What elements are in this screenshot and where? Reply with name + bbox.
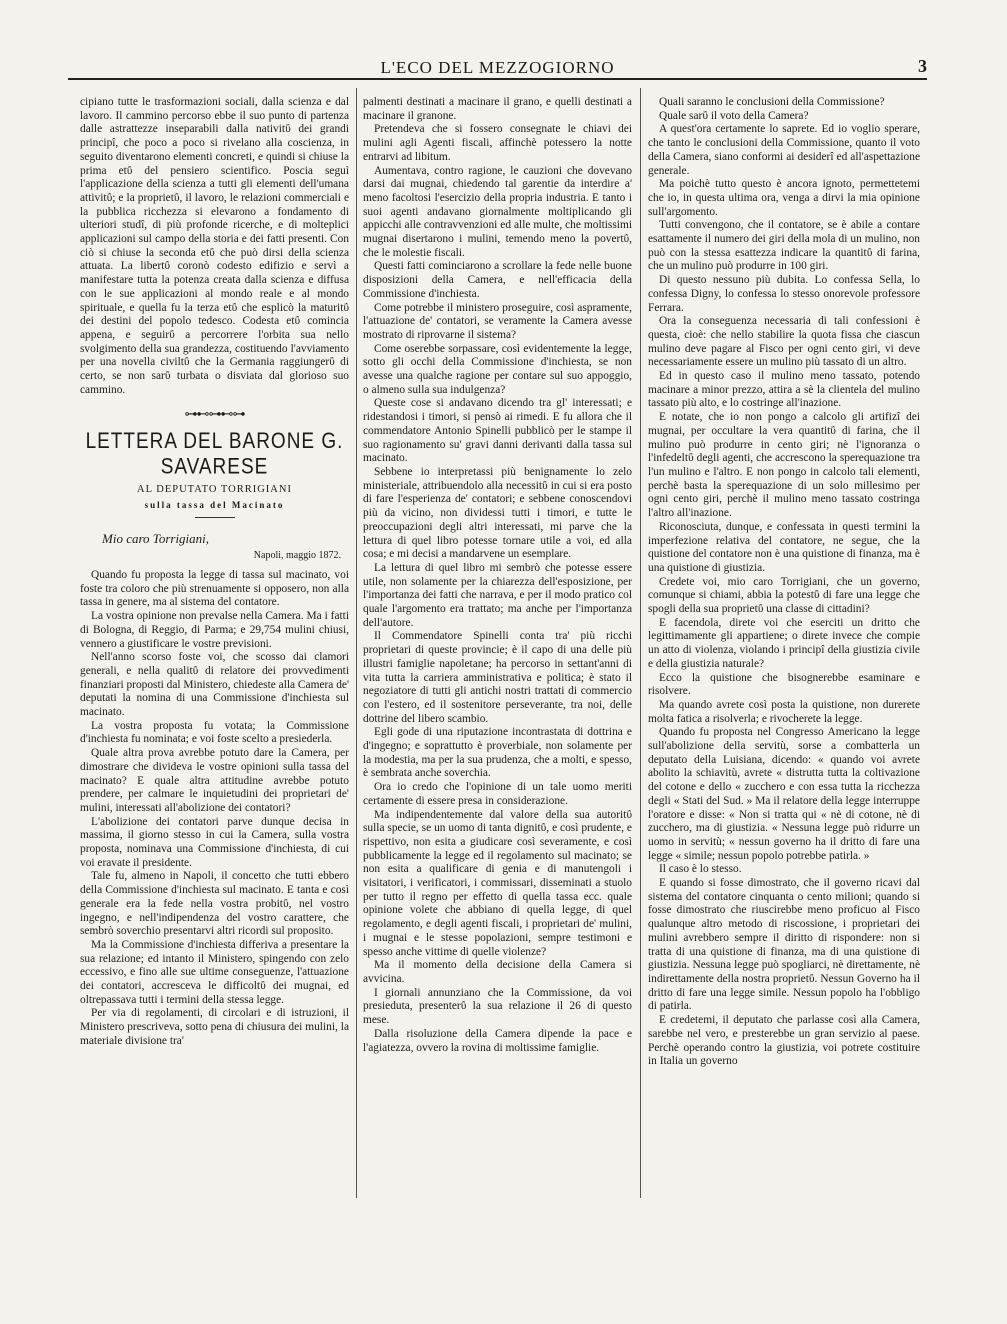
letter-paragraph: Aumentava, contro ragione, le cauzioni che dovevano darsi dai mugnai, chiedendo tal garentie da interdire a' meno facoltosi l'esercizio della propria industria. E tanto i suoi agenti andavano giornalmente moltiplicando gli appicchi alle contravvenzioni ed alle multe, che moltissimi mugnai disertarono i mulini, temendo meno la povertΰ, che le molestie fiscali.: [363, 164, 632, 259]
short-rule: [195, 517, 235, 518]
letter-paragraph: Dalla risoluzione della Camera dipende la pace e l'agiatezza, ovvero la rovina di moltissime famiglie.: [363, 1027, 632, 1054]
letter-paragraph: Riconosciuta, dunque, e confessata in questi termini la imperfezione relativa del contatore, ne segue, che la quistione del contatore non è una quistione di finanza, ma è una quistione di giustizia.: [648, 520, 920, 574]
letter-paragraph: E notate, che io non pongo a calcolo gli artifizî dei mugnai, per occultare la vera quantitΰ di farina, che il mulino può produrre in cento giri; nè l'ignoranza o l'infedeltΰ degli agenti, che accrescono la sperequazione tra l'un mulino e l'altro. E non pongo in calcolo tali elementi, perchè basta la sperequazione di un solo millesimo per ogni cento giri, perchè il mulino meno tassato costringa l'altro all'inazione.: [648, 411, 920, 520]
letter-paragraph: Quando fu proposta la legge di tassa sul macinato, voi foste tra coloro che più strenuamente si opposero, non alla tassa in genere, ma al sistema del contatore.: [80, 568, 349, 609]
letter-paragraph: I giornali annunziano che la Commissione, da voi presieduta, presenterΰ la sua relazione il 26 di questo mese.: [363, 986, 632, 1027]
letter-paragraph: Egli gode di una riputazione incontrastata di dottrina e d'ingegno; e soprattutto è proverbiale, non solamente per la modestia, ma per la sua prudenza, che a molti, e spesso, è sembrata anche soverchia.: [363, 726, 632, 780]
letter-paragraph: Queste cose si andavano dicendo tra gl' interessati; e ridestandosi i timori, si pensò ai rimedi. E fu allora che il commendatore Antonio Spinelli pubblicò per le stampe il suo ragionamento su' gravi danni derivanti dalla tassa sul macinato.: [363, 397, 632, 465]
letter-paragraph: Quali saranno le conclusioni della Commissione?: [659, 96, 885, 108]
letter-paragraph: Ma poichè tutto questo è ancora ignoto, permettetemi che io, in questa ultima ora, venga a dirvi la mia opinione sull'argomento.: [648, 178, 920, 218]
letter-salutation: Mio caro Torrigiani,: [102, 530, 210, 546]
letter-paragraph: Tutti convengono, che il contatore, se è abile a contare esattamente il numero dei giri della mola di un mulino, non può con la stessa esattezza indicare la quantitΰ di farina, che un mulino può produrre in 100 giri.: [648, 219, 920, 273]
letter-paragraph: Quale altra prova avrebbe potuto dare la Camera, per dimostrare che divideva le vostre opinioni sulla tassa del macinato? E quale altra attitudine avrebbe potuto prendere, per calmare le inquietudini dei proprietari de' mulini, interessati all'abolizione dei contatori?: [80, 747, 349, 814]
article-paragraph: cipiano tutte le trasformazioni sociali, dalla scienza e dal lavoro. Il cammino percorso ebbe il suo punto di partenza dalle astrattezze inseparabili dalla nativitΰ dei grandi principî, che poco a poco si rivelano alla coscienza, in seguito diventarono elementi concreti, e quindi si chiuse la prima etΰ del pensiero scientifico. Poscia seguì l'applicazione della scienza a tutti gli elementi dell'umana attivitΰ; e la proprietΰ, il lavoro, le relazioni commerciali e la pubblica ricchezza si elevarono a fondamento di ulteriori studî, di più profonde ricerche, e di molteplici applicazioni sul campo della storia e dei fatti presenti. Con ciò si chiuse la seconda etΰ che può dirsi della scienza attuata. La libertΰ coronò codesto edifizio e servì a manifestare tutta la potenza creata dalla scienza e diffusa con le sue applicazioni al mondo reale e al mondo spirituale, e quella fu la terza etΰ che esplicò la maturitΰ dei destini del popolo tedesco. Codesta etΰ comincia appena, e seguirΰ a percorrere l'orbita sua nello svolgimento della sua grandezza, costituendo l'avviamento per una novella civiltΰ che la Germania raggiungerΰ di certo, se non sarΰ turbata o disviata dal glorioso suo cammino.: [80, 96, 349, 396]
letter-paragraph: Nell'anno scorso foste voi, che scosso dai clamori generali, e nella qualitΰ di relatore dei provvedimenti finanziari proposti dal Ministero, chiedeste alla Camera de' deputati la nomina di una Commissione d'inchiesta sul macinato.: [80, 651, 350, 719]
letter-paragraph: Quando fu proposta nel Congresso Americano la legge sull'abolizione della servitù, sorse a combatterla un deputato della Luisiana, dicendo: « quando voi avrete abolito la schiavitù, avrete « distrutta tutta la coltivazione del cotone e dello « zucchero e con essa tutta la ricchezza degli « Stati del Sud. » Ma il relatore della legge interruppe l'oratore e disse: « Non si tratta qui « nè di cotone, nè di zucchero, ma di giustizia. « Nessuna legge può ridurre un uomo in servitù; « nessun governo ha il dritto di fare una legge « simile; nessun popolo potrebbe patirla. »: [648, 726, 920, 862]
column-3: [648, 96, 920, 1069]
ornament-divider: ⊶⊷⊶⊷⊶: [184, 406, 245, 422]
letter-paragraph: E facendola, direte voi che eserciti un dritto che legittimamente gli appartiene; o direte invece che compie un atto di violenza, violando i principî della giustizia civile e della giustizia naturale?: [648, 616, 920, 670]
page-header: [68, 56, 927, 80]
letter-paragraph: Ecco la quistione che bisognerebbe esaminare e risolvere.: [648, 671, 920, 698]
letter-paragraph: E quando si fosse dimostrato, che il governo ricavi dal sistema del contatore cinquanta o cento milioni; quando si fosse dimostrato che riuscirebbe meno proficuo al Fisco qualunque altro metodo di riscossione, i proprietari dei mulini avrebbero sempre il diritto di rispondere: non si tratta di una quistione di finanza, ma di una quistione di giustizia. Nessuna legge può spogliarci, nè direttamente, nè indirettamente della nostra proprietΰ. Nessun Governo ha il dritto di fare una legge simile. Nessun popolo ha l'obbligo di patirla.: [648, 877, 920, 1013]
letter-paragraph: Tale fu, almeno in Napoli, il concetto che tutti ebbero della Commissione d'inchiesta sul macinato. E tanta e così generale era la fede nella vostra probitΰ, nel vostro ingegno, e nell'indipendenza del vostro carattere, che sembrò soverchio presentarvi altri ricordi sul proposito.: [80, 870, 349, 938]
letter-subtitle: AL DEPUTATO TORRIGIANI: [137, 484, 292, 496]
letter-paragraph: E credetemi, il deputato che parlasse così alla Camera, sarebbe nel vero, e presterebbe un gran servizio al paese. Perchè operando contro la giustizia, voi potrete costituire in Italia un governo: [648, 1014, 920, 1068]
journal-title: L'ECO DEL MEZZOGIORNO: [380, 58, 615, 77]
letter-paragraph: Ora io credo che l'opinione di un tale uomo meriti certamente di essere presa in considerazione.: [363, 781, 632, 807]
column-divider: [356, 88, 357, 1198]
letter-paragraph: Ma indipendentemente dal valore della sua autoritΰ sulla specie, se un uomo di tanta dignitΰ, e così prudente, e rispettivo, non esita a giudicare così severamente, e così pubblicamente la legge ed il regolamento sul macinato; se non esita a qualificare di genia e di manutengoli i visitatori, i verificatori, i commissari, disseminati a stuolo per tutto il regno per effetto di quella tassa ecc. quale opinione volete che abbiano di quella legge, di quel regolamento, e degli agenti fiscali, i proprietari de' mulini, i mugnai e le stesse popolazioni, sempre testimoni e spesso anche vittime di quelle violenze?: [363, 808, 632, 958]
letter-paragraph: Ma quando avrete così posta la quistione, non durerete molta fatica a risolverla; e rivocherete la legge.: [648, 698, 920, 725]
letter-title: LETTERA DEL BARONE G. SAVARESE: [85, 429, 344, 480]
letter-paragraph: La lettura di quel libro mi sembrò che potesse essere utile, non solamente per la chiarezza dell'esposizione, per l'importanza dei fatti che narrava, e per il modo pratico col quale l'argomento era trattato; ma anche per l'importanza dell'autore.: [363, 561, 632, 629]
letter-paragraph: Ma la Commissione d'inchiesta differiva a presentare la sua relazione; ed intanto il Ministero, spingendo con zelo eccessivo, e fino alle sue ultime conseguenze, l'attuazione dei contatori, accresceva le difficoltΰ dei mugnai, ed oltrepassava tutti i termini della stessa legge.: [80, 938, 349, 1006]
letter-paragraph: Come potrebbe il ministero proseguire, così aspramente, l'attuazione de' contatori, se veramente la Camera avesse mostrato di riprovarne il sistema?: [363, 301, 632, 341]
letter-paragraph: Ed in questo caso il mulino meno tassato, potendo macinare a minor prezzo, attira a sè la clientela del mulino tassato più alto, e lo costringe all'inazione.: [648, 370, 920, 410]
letter-body-col1: [80, 569, 349, 1049]
letter-paragraph: Di questo nessuno più dubita. Lo confessa Sella, lo confessa Digny, lo confessa lo stesso onorevole professore Ferrara.: [648, 274, 920, 314]
column-2: [363, 96, 632, 1055]
letter-paragraph: Ora la conseguenza necessaria di tali confessioni è questa, cioè: che nello stabilire la quota fissa che ciascun mulino deve pagare al Fisco per ogni cento giri, vi deve necessariamente essere un mulino più tassato di un altro.: [648, 315, 920, 369]
page-number: 3: [918, 56, 927, 76]
letter-paragraph: Credete voi, mio caro Torrigiani, che un governo, comunque si chiami, abbia la potestΰ di fare una legge che spogli della sua proprietΰ una classe di cittadini?: [648, 575, 920, 616]
letter-paragraph: Quale sarΰ il voto della Camera?: [659, 109, 809, 122]
letter-paragraph: Ma il momento della decisione della Camera si avvicina.: [363, 959, 632, 985]
letter-paragraph: La vostra proposta fu votata; la Commissione d'inchiesta fu nominata; e voi foste scelto a presiederla.: [80, 719, 349, 746]
letter-paragraph: Il Commendatore Spinelli conta tra' più ricchi proprietari di queste provincie; è il capo di una delle più illustri famiglie napoletane; ha percorso in settant'anni di vita tutta la carriera amministrativa e politica; è stato il negoziatore di tutti gli antichi nostri trattati di commercio con l'estero, ed il sostenitore perseverante, tra noi, delle dottrine del libero scambio.: [363, 630, 632, 725]
letter-paragraph: Come oserebbe sorpassare, così evidentemente la legge, sotto gli occhi della Commissione d'inchiesta, se non avesse una qualche ragione per contare sul suo appoggio, o almeno sulla sua indulgenza?: [363, 342, 632, 396]
column-1: [80, 96, 349, 1049]
letter-paragraph: Pretendeva che si fossero consegnate le chiavi dei mulini agli Agenti fiscali, affinchè potessero la notte entrarvi ad libitum.: [363, 123, 632, 163]
letter-paragraph: A quest'ora certamente lo saprete. Ed io voglio sperare, che tanto le conclusioni della Commissione, quanto il voto della Camera, siano conformi ai desiderî ed all'aspettazione generale.: [648, 123, 920, 177]
letter-paragraph: La vostra opinione non prevalse nella Camera. Ma i fatti di Bologna, di Reggio, di Parma; e 29,754 mulini chiusi, vennero a giustificare le vostre previsioni.: [80, 610, 349, 650]
letter-paragraph: L'abolizione dei contatori parve dunque decisa in massima, il giorno stesso in cui la Camera, sulla vostra proposta, nominava una Commissione d'inchiesta, di cui voi eravate il presidente.: [80, 815, 349, 869]
column-divider: [640, 88, 641, 1198]
letter-paragraph: Questi fatti cominciarono a scrollare la fede nelle buone disposizioni della Camera, e nell'efficacia della Commissione d'inchiesta.: [363, 260, 632, 300]
letter-subtitle-topic: sulla tassa del Macinato: [144, 499, 285, 510]
letter-paragraph: Il caso è lo stesso.: [659, 863, 742, 876]
letter-paragraph: Sebbene io interpretassi più benignamente lo zelo ministeriale, attribuendolo alla necessitΰ in cui si era posto di fare l'esperienza de' contatori; e sebbene conoscendovi più da vicino, non dividessi tutti i timori, e tutte le preoccupazioni degli altri interessati, mi parve che la lettura di quel libro potesse tornare utile a voi, ed alla cosa; e mi decisi a mandarvene un esemplare.: [363, 465, 632, 561]
letter-paragraph: Per via di regolamenti, di circolari e di istruzioni, il Ministero prescriveva, sotto pena di chiusura dei mulini, la materiale divisione tra': [80, 1007, 349, 1047]
letter-dateline: Napoli, maggio 1872.: [253, 550, 341, 562]
letter-paragraph: palmenti destinati a macinare il grano, e quelli destinati a macinare il granone.: [363, 96, 632, 122]
